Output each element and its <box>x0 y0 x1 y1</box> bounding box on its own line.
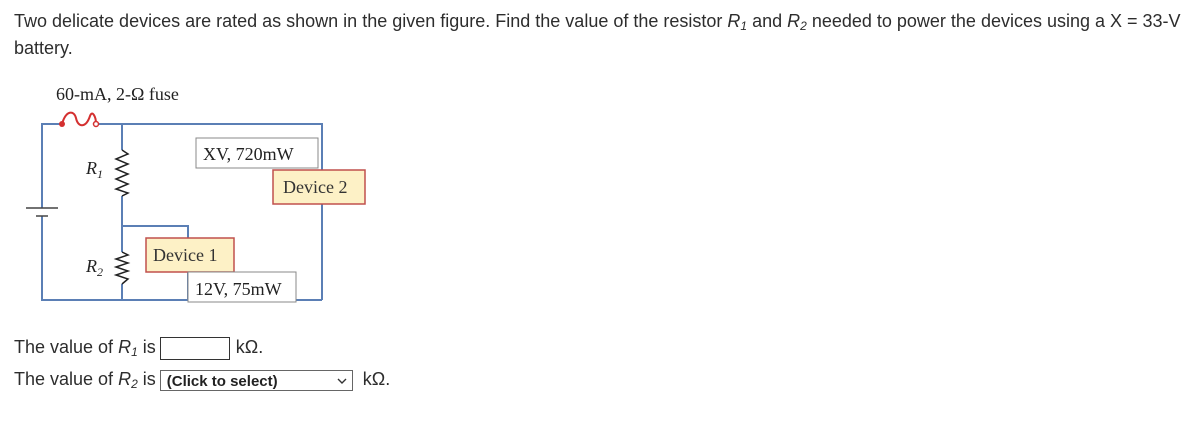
answer-r2-row <box>14 366 390 392</box>
r1-subscript: 1 <box>740 19 748 33</box>
question-part-2: needed to power the devices using a X = 33-V battery. <box>14 11 1181 58</box>
fuse-symbol <box>59 113 99 127</box>
r1-value-input[interactable] <box>160 337 230 360</box>
answer-r1-row <box>14 334 263 360</box>
answer-r2-subscript: 2 <box>131 377 138 391</box>
device1-label: Device 1 <box>153 245 218 265</box>
r2-symbol <box>787 11 807 31</box>
circuit-diagram <box>0 0 420 320</box>
answer-r2-letter: R <box>118 369 132 389</box>
battery-symbol <box>26 208 58 216</box>
question-and: and <box>747 11 788 31</box>
r2-label: $R_2$ <box>86 256 103 279</box>
r1-label: $R_1$ <box>86 158 103 181</box>
answer-r1-subscript: 1 <box>131 345 138 359</box>
answer-r1-prefix: The value of <box>14 337 119 357</box>
device2-rating: XV, 720mW <box>203 144 294 164</box>
device2-label: Device 2 <box>283 177 348 197</box>
answer-r1-unit: kΩ. <box>235 337 264 357</box>
resistor-r2-symbol <box>116 252 128 284</box>
answer-r1-symbol <box>118 337 138 357</box>
r2-value-select[interactable] <box>160 370 353 391</box>
resistor-r1-symbol <box>116 150 128 196</box>
fuse-label: 60-mA, 2-Ω fuse <box>56 84 179 104</box>
answer-r2-is: is <box>137 369 156 389</box>
answer-r2-symbol <box>118 369 138 389</box>
r1-letter: R <box>727 11 741 31</box>
answer-r2-prefix: The value of <box>14 369 119 389</box>
r2-letter: R <box>787 11 801 31</box>
answer-r2-unit: kΩ. <box>362 369 391 389</box>
question-part-1: Two delicate devices are rated as shown in the given figure. Find the value of the resistor <box>14 11 728 31</box>
r2-select-value: (Click to select) <box>166 372 278 390</box>
chevron-down-icon <box>336 371 348 392</box>
answer-r1-is: is <box>137 337 156 357</box>
r2-subscript: 2 <box>800 19 807 33</box>
answer-r1-letter: R <box>118 337 132 357</box>
r1-symbol <box>727 11 747 31</box>
device1-rating: 12V, 75mW <box>195 279 282 299</box>
